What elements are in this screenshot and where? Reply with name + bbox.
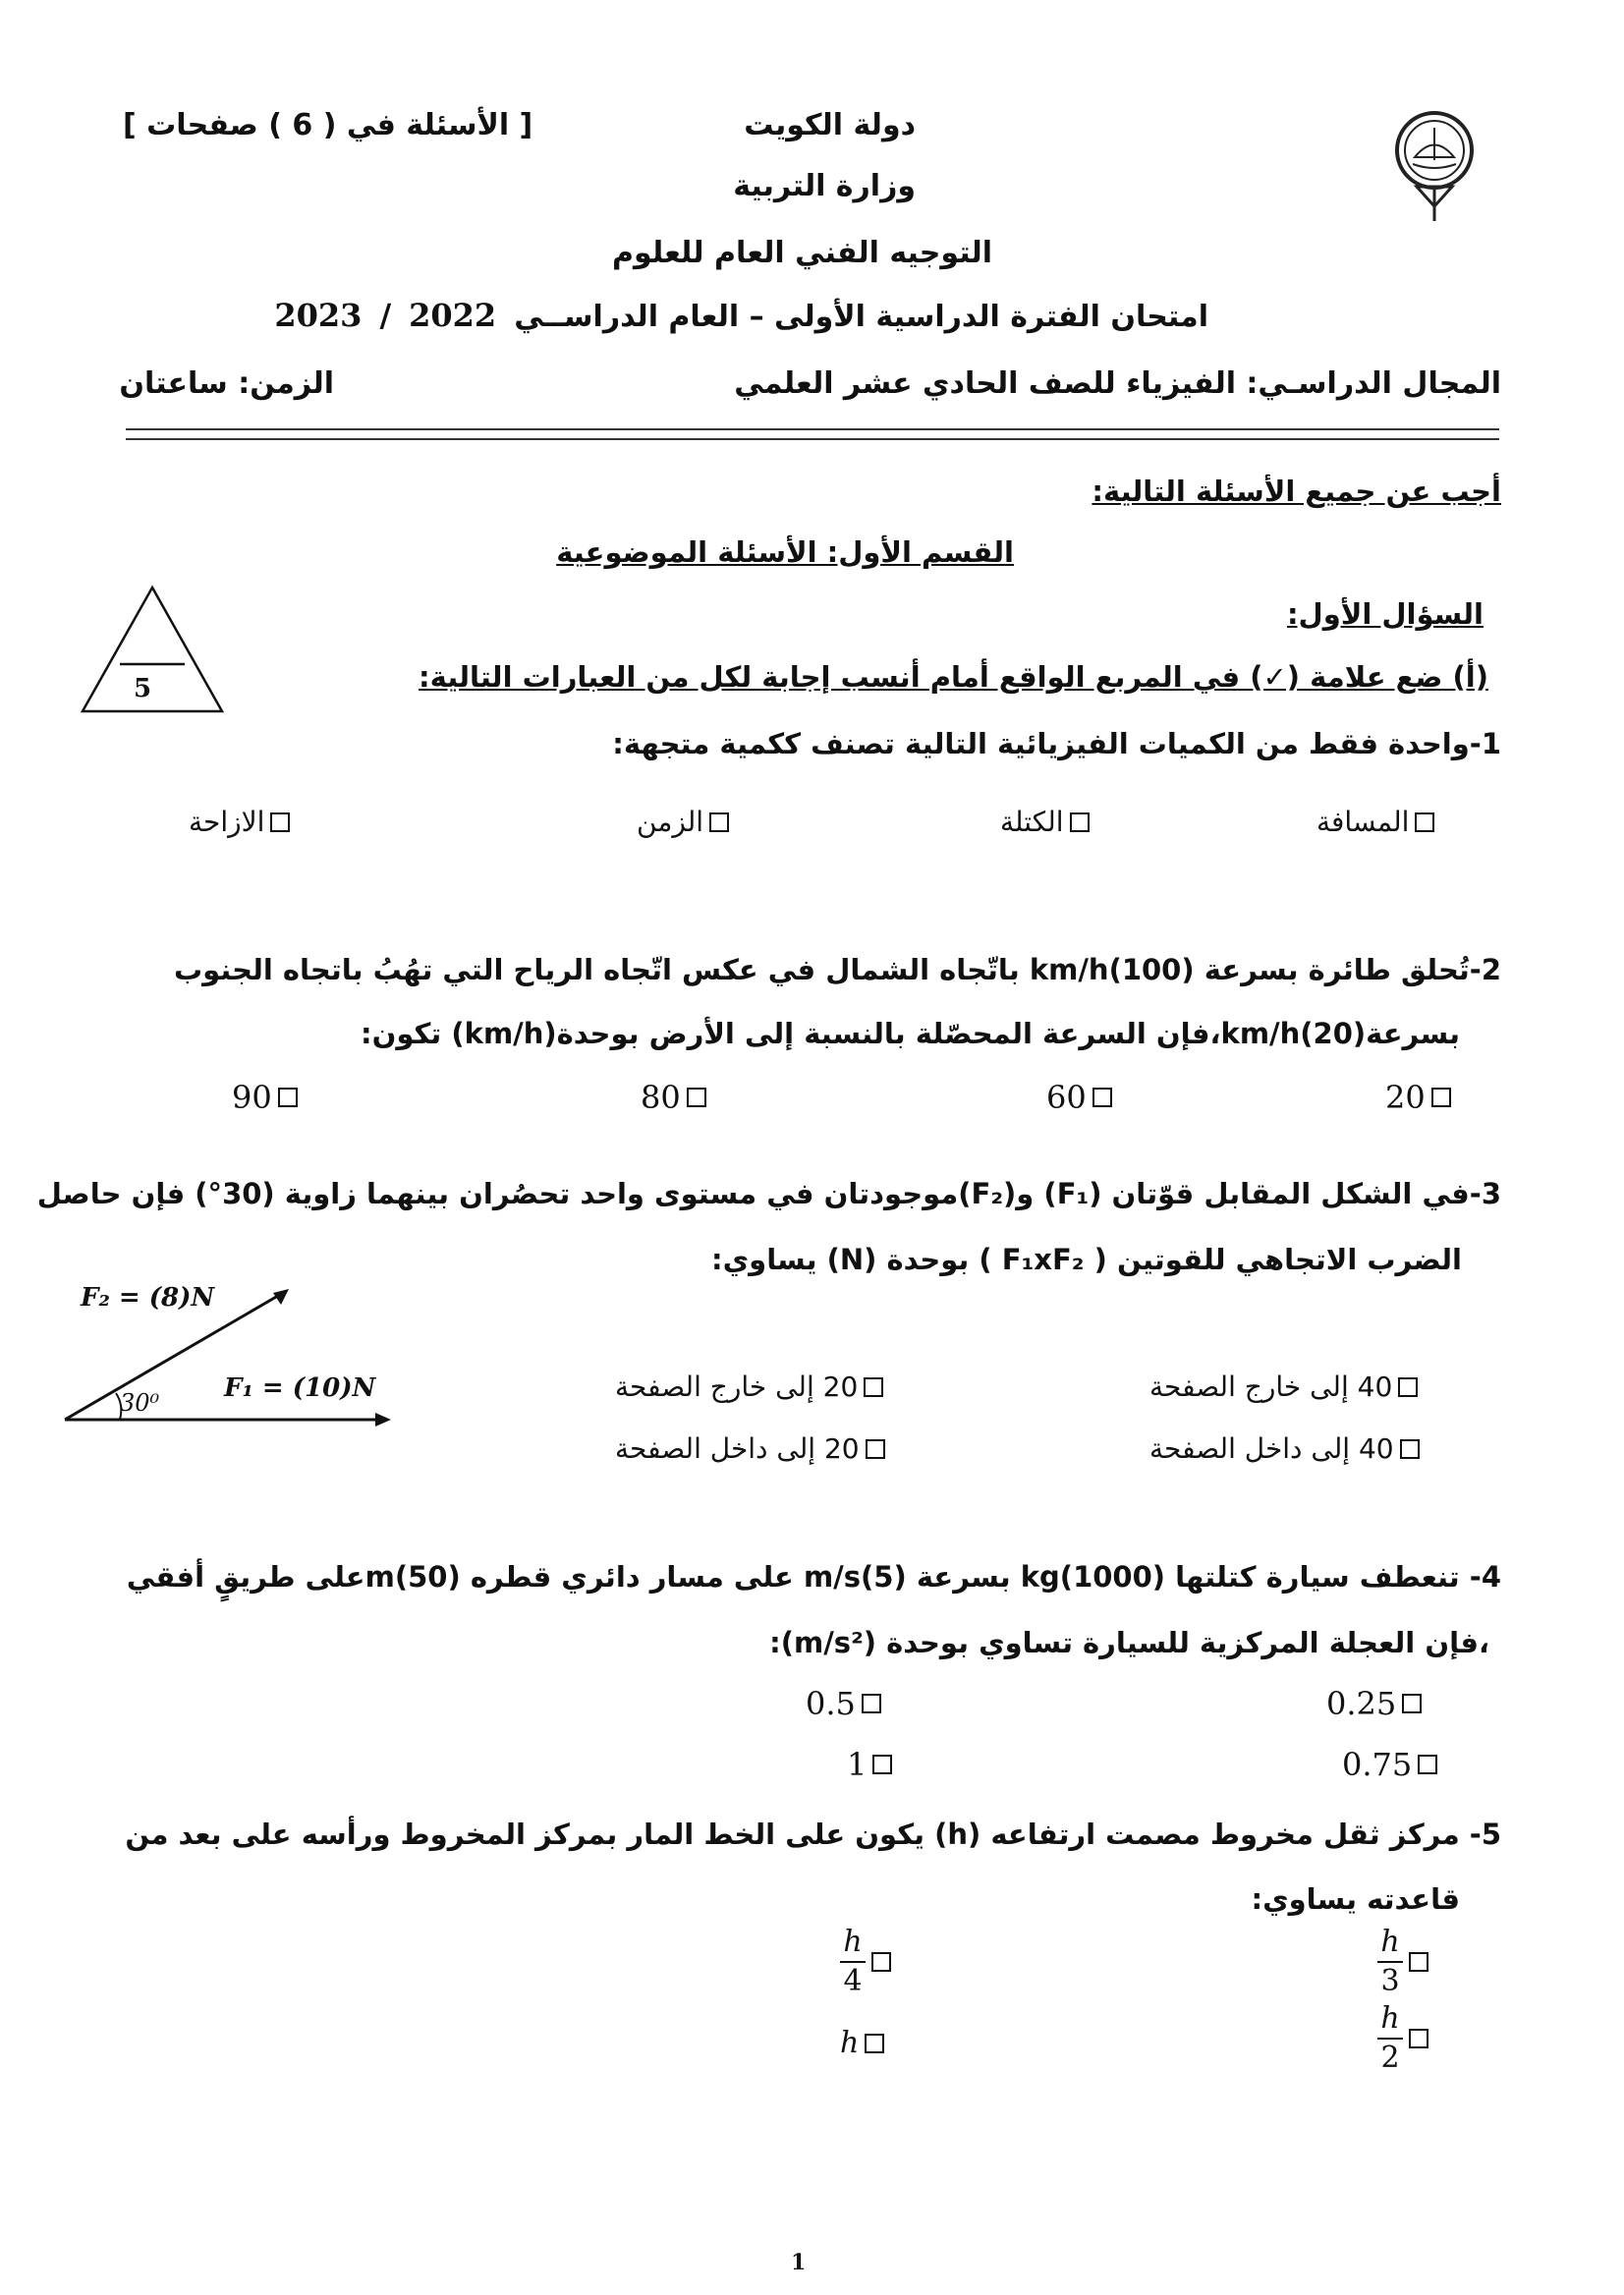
q5-option-1-numerator: h bbox=[1380, 1925, 1400, 1959]
q1-option-2-label: الكتلة bbox=[1000, 806, 1064, 838]
q2-line2: بسرعةkm/h(20)،فإن السرعة المحصّلة بالنسبة إلى الأرض بوحدة(km/h) تكون: bbox=[361, 1017, 1460, 1050]
q5-option-3-numerator: h bbox=[1380, 2001, 1400, 2036]
q5-option-1-fraction bbox=[1377, 1925, 1403, 1998]
checkbox[interactable] bbox=[866, 1439, 885, 1459]
q5-option-4[interactable] bbox=[840, 2026, 884, 2060]
header-exam-line bbox=[274, 297, 1208, 334]
q3-option-2[interactable] bbox=[615, 1371, 883, 1403]
year-start: 2022 bbox=[409, 297, 497, 334]
header-time: الزمن: ساعتان bbox=[119, 366, 334, 401]
checkbox[interactable] bbox=[278, 1088, 298, 1107]
q4-line2: ،فإن العجلة المركزية للسيارة تساوي بوحدة (m/s²): bbox=[769, 1626, 1489, 1659]
q2-option-4-label: 90 bbox=[232, 1079, 272, 1116]
checkbox[interactable] bbox=[687, 1088, 706, 1107]
q2-option-2-label: 60 bbox=[1046, 1079, 1087, 1116]
q3-option-2-label: 20 إلى خارج الصفحة bbox=[615, 1371, 859, 1403]
checkbox[interactable] bbox=[1409, 1952, 1428, 1972]
year-separator: / bbox=[379, 297, 392, 334]
checkbox[interactable] bbox=[1070, 812, 1090, 832]
checkbox[interactable] bbox=[1402, 1694, 1422, 1713]
checkbox[interactable] bbox=[1418, 1755, 1437, 1774]
q5-option-2-fraction bbox=[840, 1925, 866, 1998]
q2-option-2[interactable] bbox=[1046, 1079, 1112, 1116]
fraction-bar bbox=[840, 1961, 866, 1963]
q1-text: 1-واحدة فقط من الكميات الفيزيائية التالية تصنف ككمية متجهة: bbox=[612, 727, 1501, 760]
q2-option-4[interactable] bbox=[232, 1079, 298, 1116]
checkbox[interactable] bbox=[709, 812, 729, 832]
q4-option-4[interactable] bbox=[847, 1746, 892, 1783]
q2-option-3-label: 80 bbox=[641, 1079, 681, 1116]
fraction-bar bbox=[1377, 2038, 1403, 2040]
q3-option-3-label: 40 إلى داخل الصفحة bbox=[1149, 1432, 1394, 1465]
q5-option-3-fraction bbox=[1377, 2001, 1403, 2075]
q4-option-1[interactable] bbox=[1326, 1685, 1422, 1722]
part-a-instruction: (أ) ضع علامة (✓) في المربع الواقع أمام أنسب إجابة لكل من العبارات التالية: bbox=[419, 660, 1488, 694]
q5-option-3[interactable] bbox=[1377, 2001, 1428, 2075]
header-country: دولة الكويت bbox=[744, 108, 916, 142]
score-value: 5 bbox=[134, 674, 152, 703]
q4-option-4-label: 1 bbox=[847, 1746, 868, 1783]
q5-line1: 5- مركز ثقل مخروط مصمت ارتفاعه (h) يكون على الخط المار بمركز المخروط ورأسه على بعد من bbox=[125, 1818, 1501, 1851]
year-end: 2023 bbox=[274, 297, 363, 334]
header-ministry: وزارة التربية bbox=[733, 169, 916, 203]
q4-option-1-label: 0.25 bbox=[1326, 1685, 1397, 1722]
checkbox[interactable] bbox=[862, 1694, 881, 1713]
q4-line1: 4- تنعطف سيارة كتلتها kg(1000) بسرعة m/s(5) على مسار دائري قطره m(50)على طريقٍ أفقي bbox=[126, 1560, 1501, 1594]
q3-option-1[interactable] bbox=[1149, 1371, 1418, 1403]
instructions: أجب عن جميع الأسئلة التالية: bbox=[1092, 475, 1501, 508]
q3-option-3[interactable] bbox=[1149, 1432, 1420, 1465]
exam-title: امتحان الفترة الدراسية الأولى – العام الدراســي bbox=[514, 300, 1208, 334]
q3-line1: 3-في الشكل المقابل قوّتان (F₁) و(F₂)موجودتان في مستوى واحد تحصُران بينهما زاوية (30°) فإن حاصل bbox=[36, 1177, 1501, 1210]
q1-option-1-label: المسافة bbox=[1316, 806, 1410, 838]
checkbox[interactable] bbox=[872, 1755, 892, 1774]
q1-option-1[interactable] bbox=[1316, 806, 1434, 838]
checkbox[interactable] bbox=[1398, 1377, 1418, 1397]
q4-option-2-label: 0.5 bbox=[806, 1685, 856, 1722]
header-department: التوجيه الفني العام للعلوم bbox=[612, 236, 992, 270]
kuwait-emblem bbox=[1385, 103, 1484, 231]
q5-option-2-denominator: 4 bbox=[843, 1964, 863, 1998]
q3-f1-label: F₁ = (10)N bbox=[224, 1373, 376, 1403]
q1-option-3[interactable] bbox=[637, 806, 729, 838]
q3-option-1-label: 40 إلى خارج الصفحة bbox=[1149, 1371, 1393, 1403]
checkbox[interactable] bbox=[865, 2034, 884, 2053]
q5-option-3-denominator: 2 bbox=[1380, 2041, 1400, 2075]
q5-option-4-label: h bbox=[840, 2026, 860, 2060]
q4-option-3-label: 0.75 bbox=[1342, 1746, 1413, 1783]
checkbox[interactable] bbox=[1409, 2029, 1428, 2048]
page-number: 1 bbox=[791, 2250, 807, 2275]
q1-option-2[interactable] bbox=[1000, 806, 1090, 838]
q2-option-1-label: 20 bbox=[1385, 1079, 1426, 1116]
checkbox[interactable] bbox=[1092, 1088, 1112, 1107]
header-subject: المجال الدراسـي: الفيزياء للصف الحادي عشر العلمي bbox=[734, 366, 1501, 401]
header-divider bbox=[126, 428, 1499, 440]
q2-option-3[interactable] bbox=[641, 1079, 706, 1116]
q5-option-2[interactable] bbox=[840, 1925, 891, 1998]
q1-option-3-label: الزمن bbox=[637, 806, 704, 838]
q3-option-4-label: 20 إلى داخل الصفحة bbox=[615, 1432, 860, 1465]
q2-option-1[interactable] bbox=[1385, 1079, 1451, 1116]
checkbox[interactable] bbox=[864, 1377, 883, 1397]
q3-option-4[interactable] bbox=[615, 1432, 885, 1465]
q1-option-4[interactable] bbox=[189, 806, 290, 838]
q4-option-2[interactable] bbox=[806, 1685, 881, 1722]
checkbox[interactable] bbox=[1400, 1439, 1420, 1459]
question-title: السؤال الأول: bbox=[1286, 597, 1484, 631]
q5-option-1[interactable] bbox=[1377, 1925, 1428, 1998]
section-title: القسم الأول: الأسئلة الموضوعية bbox=[556, 535, 1014, 569]
q5-option-1-denominator: 3 bbox=[1380, 1964, 1400, 1998]
score-triangle bbox=[79, 582, 226, 717]
q1-option-4-label: الازاحة bbox=[189, 806, 265, 838]
header-pages-note: [ الأسئلة في ( 6 ) صفحات ] bbox=[123, 108, 533, 142]
checkbox[interactable] bbox=[1415, 812, 1434, 832]
q5-line2: قاعدته يساوي: bbox=[1251, 1882, 1460, 1916]
q3-f2-label: F₂ = (8)N bbox=[81, 1283, 215, 1313]
q4-option-3[interactable] bbox=[1342, 1746, 1437, 1783]
checkbox[interactable] bbox=[1431, 1088, 1451, 1107]
q2-line1: 2-تُحلق طائرة بسرعة (100)km/h باتّجاه الشمال في عكس اتّجاه الرياح التي تهُبُ باتجاه الجنوب bbox=[173, 953, 1501, 986]
checkbox[interactable] bbox=[871, 1952, 891, 1972]
q3-angle-label: 30⁰ bbox=[120, 1389, 160, 1417]
fraction-bar bbox=[1377, 1961, 1403, 1963]
checkbox[interactable] bbox=[270, 812, 290, 832]
q3-line2: الضرب الاتجاهي للقوتين ( F₁xF₂ ) بوحدة (N) يساوي: bbox=[711, 1243, 1462, 1276]
q5-option-2-numerator: h bbox=[843, 1925, 863, 1959]
